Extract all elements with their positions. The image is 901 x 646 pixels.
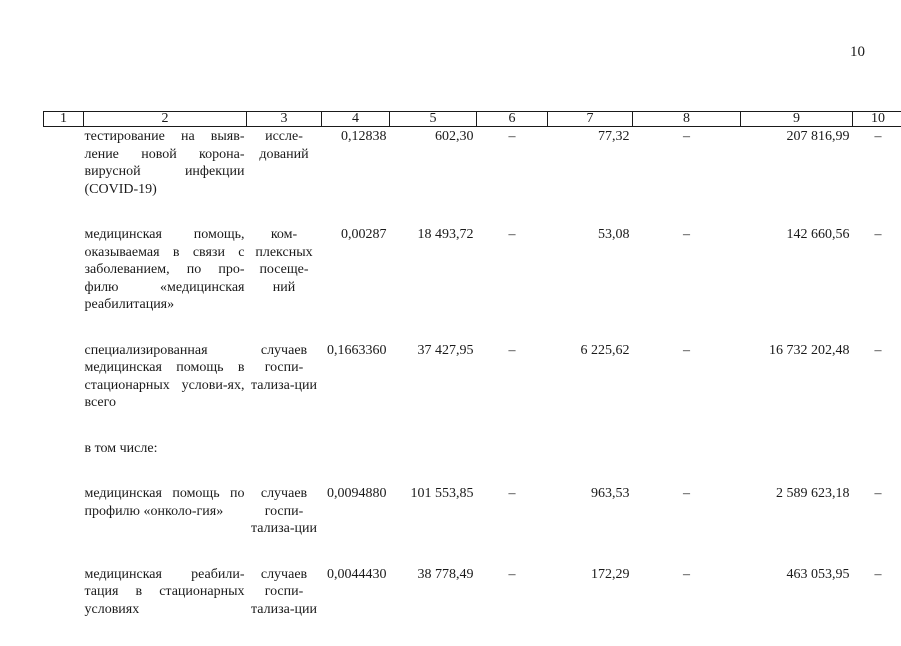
column-number-4: 4 xyxy=(322,112,390,127)
table-header xyxy=(44,112,901,127)
row-name: специализированная медицинская помощь в стационарных услови-ях, всего xyxy=(84,342,247,440)
row-value-8: – xyxy=(633,226,741,342)
table-row xyxy=(44,342,901,440)
table-row xyxy=(44,485,901,566)
row-value-7: 53,08 xyxy=(548,226,633,342)
column-number-1: 1 xyxy=(44,112,84,127)
row-name: тестирование на выяв-ление новой корона-вирусной инфекции (COVID-19) xyxy=(84,127,247,227)
row-value-10: – xyxy=(853,226,901,342)
subheading-text: в том числе: xyxy=(84,440,901,486)
row-value-5: 38 778,49 xyxy=(390,566,477,646)
page-number: 10 xyxy=(850,44,865,61)
row-value-10: – xyxy=(853,485,901,566)
column-number-9: 9 xyxy=(741,112,853,127)
row-value-8: – xyxy=(633,127,741,227)
column-number-5: 5 xyxy=(390,112,477,127)
row-value-9: 207 816,99 xyxy=(741,127,853,227)
row-value-4: 0,0094880 xyxy=(322,485,390,566)
table-row xyxy=(44,127,901,227)
row-value-4: 0,1663360 xyxy=(322,342,390,440)
table-row xyxy=(44,566,901,646)
row-value-9: 463 053,95 xyxy=(741,566,853,646)
row-name: медицинская реабили-тация в стационарных условиях xyxy=(84,566,247,646)
row-unit: ком-плексных посеще-ний xyxy=(247,226,322,342)
row-cell-1 xyxy=(44,566,84,646)
row-value-4: 0,12838 xyxy=(322,127,390,227)
row-value-8: – xyxy=(633,566,741,646)
row-value-9: 2 589 623,18 xyxy=(741,485,853,566)
row-value-7: 172,29 xyxy=(548,566,633,646)
row-unit: иссле-дований xyxy=(247,127,322,227)
row-value-6: – xyxy=(477,485,548,566)
row-cell-1 xyxy=(44,127,84,227)
row-value-8: – xyxy=(633,485,741,566)
row-value-7: 6 225,62 xyxy=(548,342,633,440)
row-value-8: – xyxy=(633,342,741,440)
row-unit: случаев госпи-тализа-ции xyxy=(247,342,322,440)
row-name: медицинская помощь по профилю «онколо-гия» xyxy=(84,485,247,566)
row-cell-1 xyxy=(44,226,84,342)
row-name: медицинская помощь, оказываемая в связи с заболеванием, по про-филю «медицинская реабилитация» xyxy=(84,226,247,342)
table-body xyxy=(44,127,901,646)
row-unit: случаев госпи-тализа-ции xyxy=(247,485,322,566)
column-number-10: 10 xyxy=(853,112,901,127)
header-row xyxy=(44,112,901,127)
row-value-6: – xyxy=(477,226,548,342)
row-value-4: 0,00287 xyxy=(322,226,390,342)
row-value-5: 101 553,85 xyxy=(390,485,477,566)
row-unit: случаев госпи-тализа-ции xyxy=(247,566,322,646)
column-number-6: 6 xyxy=(477,112,548,127)
row-value-5: 602,30 xyxy=(390,127,477,227)
row-value-6: – xyxy=(477,342,548,440)
row-value-9: 142 660,56 xyxy=(741,226,853,342)
row-cell-1 xyxy=(44,485,84,566)
column-number-8: 8 xyxy=(633,112,741,127)
column-number-2: 2 xyxy=(84,112,247,127)
row-value-7: 963,53 xyxy=(548,485,633,566)
subheading-row xyxy=(44,440,901,486)
column-number-3: 3 xyxy=(247,112,322,127)
row-value-9: 16 732 202,48 xyxy=(741,342,853,440)
column-number-7: 7 xyxy=(548,112,633,127)
row-value-10: – xyxy=(853,342,901,440)
tariff-table xyxy=(43,111,901,646)
table-row xyxy=(44,226,901,342)
row-value-4: 0,0044430 xyxy=(322,566,390,646)
row-cell-1 xyxy=(44,440,84,486)
row-value-5: 37 427,95 xyxy=(390,342,477,440)
row-value-10: – xyxy=(853,566,901,646)
row-value-6: – xyxy=(477,127,548,227)
row-value-6: – xyxy=(477,566,548,646)
row-value-10: – xyxy=(853,127,901,227)
row-value-5: 18 493,72 xyxy=(390,226,477,342)
row-value-7: 77,32 xyxy=(548,127,633,227)
row-cell-1 xyxy=(44,342,84,440)
